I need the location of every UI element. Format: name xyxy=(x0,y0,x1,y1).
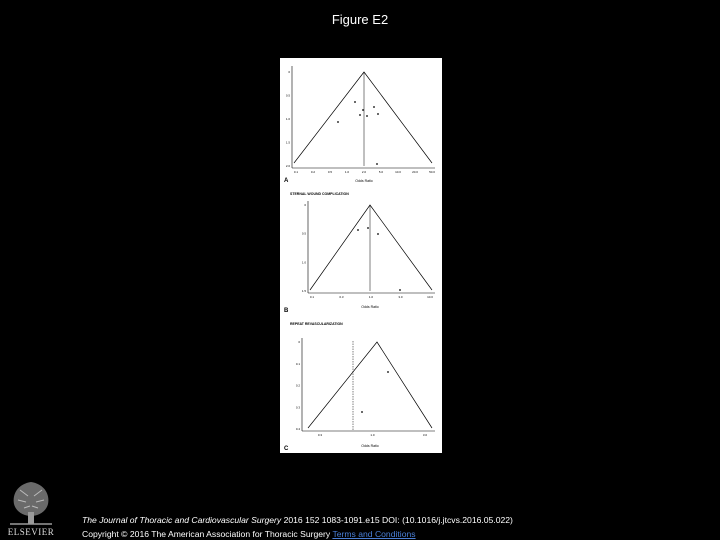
panel-b xyxy=(284,192,435,314)
panel-c-study-point xyxy=(387,371,389,373)
panel-a-study-point xyxy=(366,115,368,117)
panel-b-letter: B xyxy=(284,308,289,314)
panel-b-y-tick-label: 0.5 xyxy=(301,231,306,236)
publisher-name: ELSEVIER xyxy=(7,527,55,537)
panel-c-heading: REPEAT REVASCULARIZATION xyxy=(290,322,343,326)
figure-title: Figure E2 xyxy=(331,12,389,27)
funnel-plot-figure xyxy=(280,58,442,453)
panel-c-x-tick-label: 0.3 xyxy=(317,433,323,437)
panel-c-y-tick-label: 0.3 xyxy=(295,405,300,410)
panel-a-y-tick-label: 1.5 xyxy=(285,140,290,145)
panel-c-funnel xyxy=(308,342,432,428)
panel-a-x-tick-label: 2.0 xyxy=(361,170,367,174)
panel-a-study-point xyxy=(337,121,339,123)
panel-a-x-tick-label: 50.0 xyxy=(429,170,435,174)
panel-c-x-tick-label: 3.0 xyxy=(422,433,428,437)
terms-link[interactable]: Terms and Conditions xyxy=(332,529,416,539)
citation-line xyxy=(82,515,513,525)
panel-c-study-point xyxy=(361,411,363,413)
panel-a-y-tick-label: 1.0 xyxy=(285,117,290,121)
panel-a-study-point xyxy=(376,163,378,165)
panel-a-x-tick-label: 0.2 xyxy=(310,170,316,174)
panel-c-letter: C xyxy=(284,446,289,452)
panel-a-study-point xyxy=(362,109,364,111)
panel-b-study-point xyxy=(357,229,359,231)
panel-a-study-point xyxy=(373,106,375,108)
panel-c-y-tick-label: 0 xyxy=(298,340,300,344)
panel-c-x-tick-label: 1.0 xyxy=(370,433,375,437)
panel-a-x-tick-label: 10.0 xyxy=(395,170,401,174)
panel-a-x-tick-label: 5.0 xyxy=(378,170,384,174)
panel-b-x-tick-label: 0.3 xyxy=(339,295,344,299)
panel-b-x-tick-label: 1.0 xyxy=(368,295,374,299)
panel-a-y-tick-label: 0.5 xyxy=(285,93,290,98)
panel-a-y-tick-label: 0 xyxy=(288,70,290,74)
panel-b-x-tick-label: 3.0 xyxy=(398,295,403,299)
panel-b-x-tick-label: 0.1 xyxy=(309,295,315,299)
panel-c-xlabel: Odds Ratio xyxy=(361,444,379,448)
panel-b-x-ticks xyxy=(310,295,433,299)
panel-b-y-tick-label: 0 xyxy=(304,203,306,207)
panel-a-y-ticks xyxy=(286,70,291,168)
panel-b-y-tick-label: 1.0 xyxy=(301,260,306,265)
panel-b-study-point xyxy=(367,227,369,229)
panel-c-y-ticks xyxy=(296,340,301,431)
panel-a-letter: A xyxy=(284,178,289,184)
panel-b-study-point xyxy=(399,289,401,291)
panel-c-y-tick-label: 0.1 xyxy=(295,361,300,366)
panel-b-heading: STERNAL WOUND COMPLICATION xyxy=(290,192,349,196)
panel-a-study-point xyxy=(377,113,379,115)
panel-a-x-tick-label: 1.0 xyxy=(344,170,350,174)
panel-b-y-ticks xyxy=(302,203,307,293)
panel-a-study-point xyxy=(354,101,356,103)
panel-a-xlabel: Odds Ratio xyxy=(355,179,373,183)
panel-a-x-tick-label: 20.0 xyxy=(412,170,418,174)
panel-c-y-tick-label: 0.4 xyxy=(295,427,300,431)
journal-name: The Journal of Thoracic and Cardiovascular Surgery xyxy=(82,515,282,525)
panel-b-study-point xyxy=(377,233,379,235)
copyright-line xyxy=(82,529,416,539)
panel-c-x-ticks xyxy=(318,433,428,437)
panel-a-x-tick-label: 0.5 xyxy=(327,170,333,174)
panel-b-xlabel: Odds Ratio xyxy=(361,305,379,309)
citation-details: 2016 152 1083-1091.e15 DOI: (10.1016/j.jtcvs.2016.05.022) xyxy=(281,515,513,525)
panel-c xyxy=(284,322,435,452)
panel-a-y-tick-label: 2.0 xyxy=(285,164,290,168)
panel-a xyxy=(284,66,435,184)
panel-a-x-tick-label: 0.1 xyxy=(293,170,299,174)
panel-b-y-tick-label: 1.5 xyxy=(301,289,306,293)
panel-a-x-ticks xyxy=(294,170,435,174)
panel-a-study-point xyxy=(359,114,361,116)
copyright-text: Copyright © 2016 The American Association for Thoracic Surgery xyxy=(82,529,333,539)
panel-a-funnel xyxy=(294,72,432,163)
panel-b-funnel xyxy=(310,205,432,290)
panel-b-x-tick-label: 10.0 xyxy=(427,295,433,299)
funnel-plots-svg xyxy=(280,58,442,453)
panel-c-y-tick-label: 0.2 xyxy=(295,383,300,388)
